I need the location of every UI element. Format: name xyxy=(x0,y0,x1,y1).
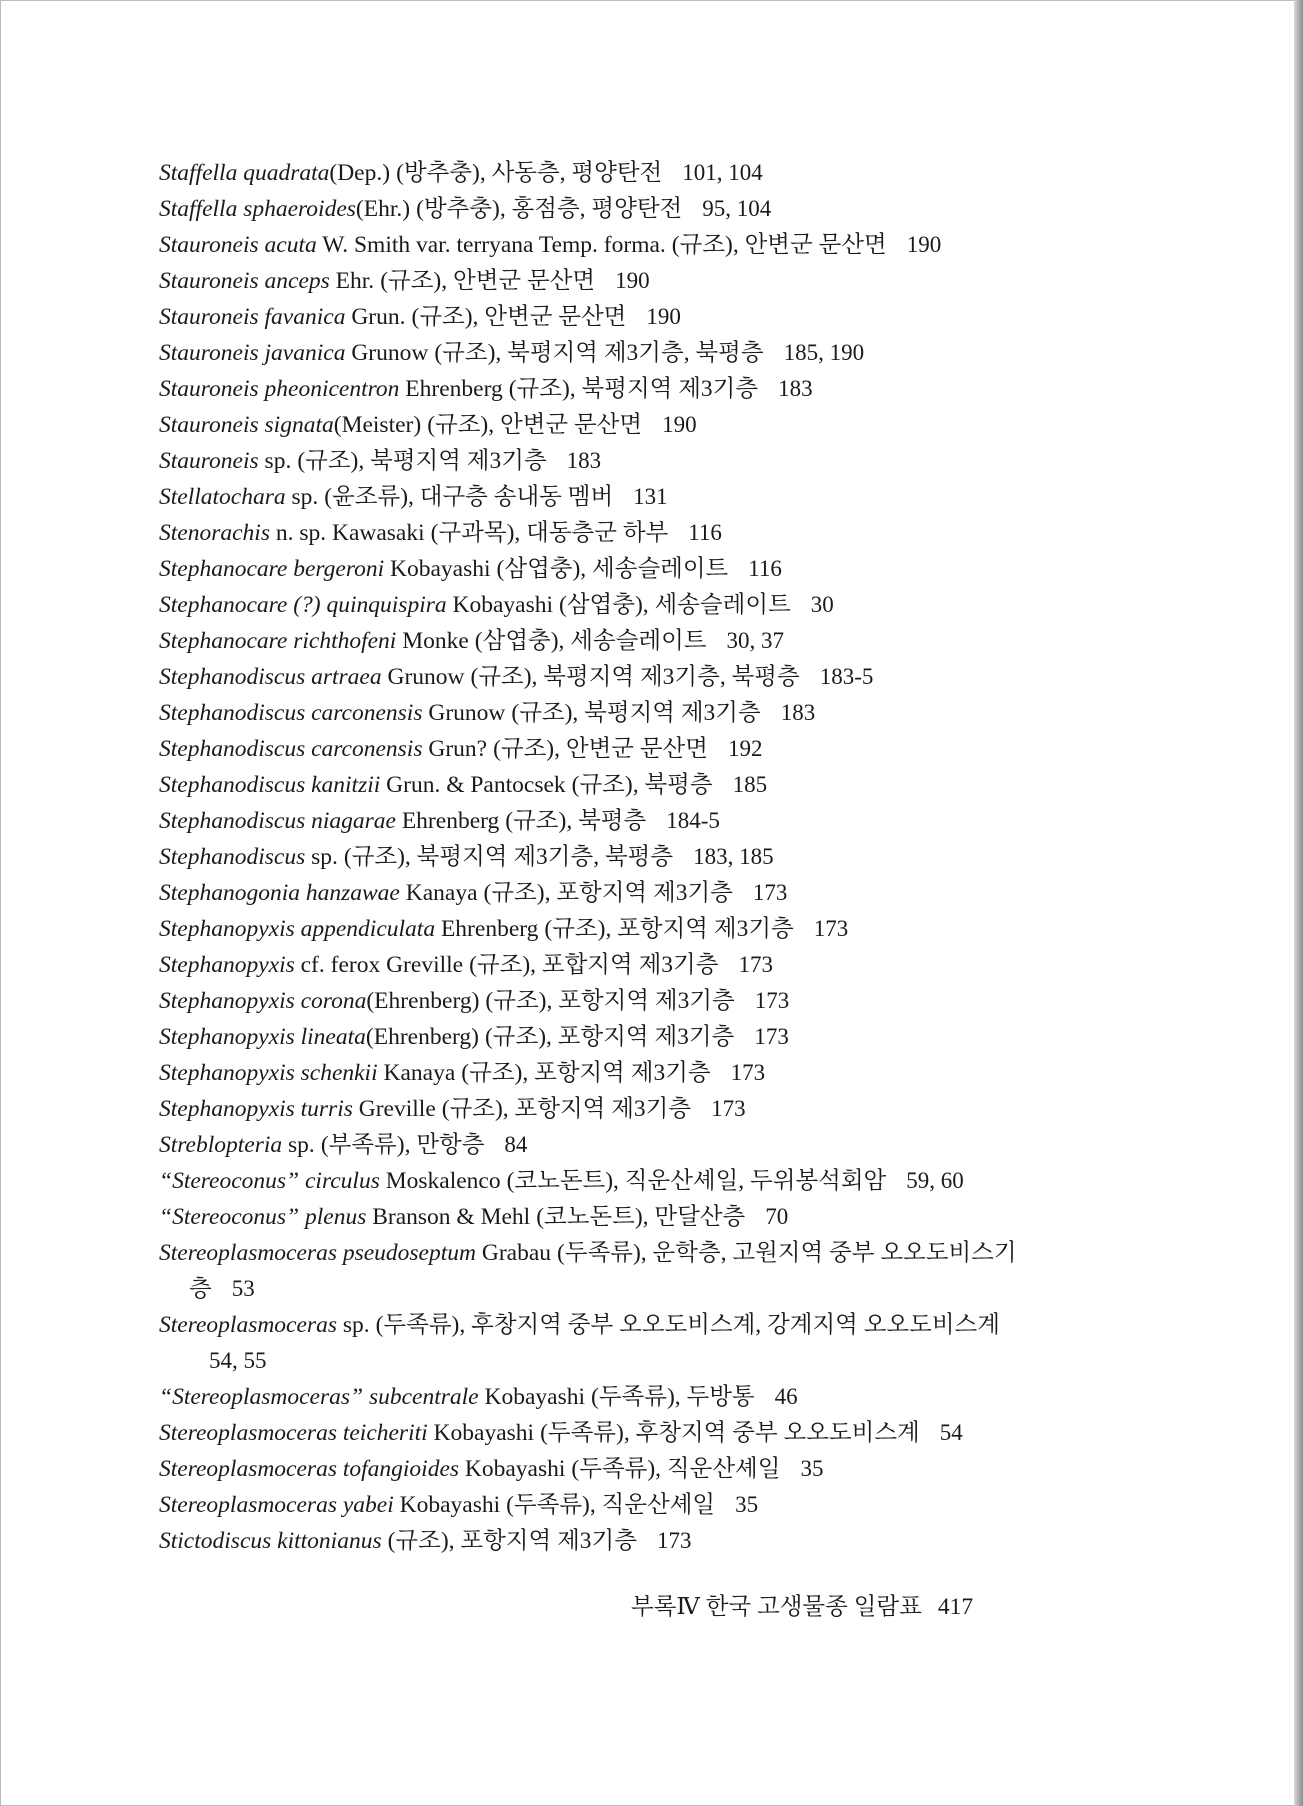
list-item xyxy=(159,1091,1039,1127)
page-reference: 183 xyxy=(778,376,813,401)
species-reference: (규조), 북평지역 제3기층, 북평층 xyxy=(470,664,800,690)
species-author: W. Smith var. terryana Temp. forma. xyxy=(316,232,666,258)
species-author: Kanaya xyxy=(377,1060,456,1086)
species-name: Stauroneis signata xyxy=(159,412,334,438)
page-reference: 192 xyxy=(727,736,763,761)
species-reference: (삼엽충), 세송슬레이트 xyxy=(496,556,729,582)
species-author: Ehrenberg xyxy=(399,376,503,402)
species-name: Stephanopyxis xyxy=(159,952,295,978)
species-name: Stephanopyxis appendiculata xyxy=(159,916,436,942)
list-item xyxy=(159,659,1039,695)
page-reference: 185 xyxy=(732,772,768,797)
page-reference: 84 xyxy=(504,1132,528,1157)
species-index-list xyxy=(159,155,1039,1559)
page-reference: 173 xyxy=(752,880,788,905)
list-item xyxy=(159,875,1039,911)
species-author: (Meister) xyxy=(333,412,422,438)
species-name: Stereoplasmoceras pseudoseptum xyxy=(159,1240,476,1266)
species-reference: (규조), 북평지역 제3기층 xyxy=(511,700,761,726)
list-item xyxy=(159,1235,1039,1307)
species-author: sp. xyxy=(285,484,319,510)
species-author: Ehrenberg xyxy=(435,916,539,942)
list-item xyxy=(159,839,1039,875)
page-number: 417 xyxy=(937,1594,974,1620)
species-name: Stellatochara xyxy=(159,484,286,510)
list-item xyxy=(159,515,1039,551)
list-item xyxy=(159,947,1039,983)
species-reference: (부족류), 만항층 xyxy=(320,1132,485,1158)
species-author: cf. ferox Greville xyxy=(294,952,464,978)
species-reference: (두족류), 두방통 xyxy=(591,1384,755,1410)
list-item xyxy=(159,551,1039,587)
page-reference: 183 xyxy=(780,700,816,725)
species-reference: (규조), 포항지역 제3기층 xyxy=(485,988,735,1014)
species-reference: (두족류), 직운산셰일 xyxy=(571,1456,781,1482)
page-reference: 35 xyxy=(800,1456,824,1481)
list-item xyxy=(159,155,1039,191)
species-author: Kobayashi xyxy=(384,556,491,582)
list-item xyxy=(159,407,1039,443)
species-name: Stephanodiscus xyxy=(159,844,306,870)
page-reference: 35 xyxy=(735,1492,759,1517)
page-reference: 190 xyxy=(615,268,650,293)
species-name: Stereoplasmoceras yabei xyxy=(159,1492,394,1518)
species-reference: (코노돈트), 만달산층 xyxy=(536,1204,746,1230)
list-item xyxy=(159,1127,1039,1163)
species-reference: (규조), 포항지역 제3기층 xyxy=(544,916,794,942)
species-name: “Stereoplasmoceras” subcentrale xyxy=(159,1384,479,1410)
species-reference: (규조), 포항지역 제3기층 xyxy=(484,1024,735,1050)
list-item xyxy=(159,731,1039,767)
species-author: Grunow xyxy=(381,664,465,690)
species-name: Stereoplasmoceras xyxy=(159,1312,337,1338)
page-reference: 54, 55 xyxy=(209,1348,267,1373)
species-author: Kanaya xyxy=(399,880,478,906)
species-author: Ehrenberg xyxy=(395,808,500,834)
species-name: Stephanocare bergeroni xyxy=(159,556,385,582)
species-reference: (방추충), 홍점층, 평양탄전 xyxy=(416,196,683,222)
species-author: Moskalenco xyxy=(379,1168,501,1194)
list-item xyxy=(159,911,1039,947)
species-name: “Stereoconus” circulus xyxy=(159,1168,380,1194)
page-reference: 131 xyxy=(633,484,668,509)
species-author: Kobayashi xyxy=(393,1492,501,1518)
page-reference: 70 xyxy=(765,1204,789,1229)
species-author: Kobayashi xyxy=(478,1384,586,1410)
page-reference: 173 xyxy=(656,1528,692,1553)
list-item xyxy=(159,1163,1039,1199)
species-reference: (규조), 안변군 문산면 xyxy=(380,268,596,294)
species-reference: (구과목), 대동층군 하부 xyxy=(430,520,669,546)
page-reference: 173 xyxy=(813,916,849,941)
species-name: Staffella quadrata xyxy=(159,160,330,186)
list-item xyxy=(159,371,1039,407)
species-author: sp. xyxy=(258,448,292,474)
page-reference: 116 xyxy=(748,556,782,581)
species-name: Stauroneis javanica xyxy=(159,340,346,366)
page-reference: 46 xyxy=(774,1384,798,1409)
species-author: Greville xyxy=(352,1096,436,1122)
list-item xyxy=(159,803,1039,839)
list-item xyxy=(159,695,1039,731)
list-item xyxy=(159,191,1039,227)
species-name: Stephanodiscus carconensis xyxy=(159,700,423,726)
species-reference: (규조), 포항지역 제3기층 xyxy=(461,1060,711,1086)
page-reference: 116 xyxy=(688,520,722,545)
species-name: Stephanopyxis corona xyxy=(159,988,367,1014)
species-reference: (규조), 안변군 문산면 xyxy=(671,232,887,258)
list-item xyxy=(159,1307,1039,1379)
species-author: (Ehrenberg) xyxy=(365,1024,479,1050)
species-author: sp. xyxy=(282,1132,315,1158)
species-reference: (규조), 포항지역 제3기층 xyxy=(387,1528,637,1554)
species-name: Stephanopyxis schenkii xyxy=(159,1060,378,1086)
species-reference: (규조), 북평지역 제3기층, 북평층 xyxy=(343,844,674,870)
page-reference: 173 xyxy=(754,1024,789,1049)
species-author: Grun? xyxy=(422,736,488,762)
page-reference: 185, 190 xyxy=(783,340,865,365)
list-item xyxy=(159,443,1039,479)
list-item xyxy=(159,1379,1039,1415)
species-reference: (두족류), 직운산셰일 xyxy=(506,1492,716,1518)
species-name: Stenorachis xyxy=(159,520,270,546)
page-reference: 173 xyxy=(711,1096,746,1121)
species-reference: (규조), 안변군 문산면 xyxy=(427,412,643,438)
species-name: Stephanocare richthofeni xyxy=(159,628,397,654)
species-name: “Stereoconus” plenus xyxy=(159,1204,367,1230)
species-reference: (윤조류), 대구층 송내동 멤버 xyxy=(324,484,614,510)
page-reference: 30, 37 xyxy=(726,628,785,653)
page-reference: 190 xyxy=(906,232,942,257)
list-item xyxy=(159,1055,1039,1091)
species-author: Branson & Mehl xyxy=(366,1204,531,1230)
list-item xyxy=(159,263,1039,299)
species-author: (Dep.) xyxy=(329,160,391,186)
list-item xyxy=(159,335,1039,371)
page-reference: 53 xyxy=(231,1276,255,1301)
species-author: Grunow xyxy=(422,700,506,726)
list-item xyxy=(159,1415,1039,1451)
species-name: Stephanodiscus kanitzii xyxy=(159,772,381,798)
species-reference: (두족류), 후창지역 중부 오오도비스계, 강계지역 오오도비스계 xyxy=(375,1312,1000,1338)
species-name: Stauroneis favanica xyxy=(159,304,346,330)
page-reference: 184-5 xyxy=(666,808,720,833)
page-reference: 30 xyxy=(810,592,834,617)
page-reference: 183, 185 xyxy=(693,844,774,869)
species-author: Monke xyxy=(396,628,469,654)
species-reference: (두족류), 운학층, 고원지역 중부 오오도비스기층 xyxy=(189,1240,1017,1302)
species-reference: (규조), 북평지역 제3기층, 북평층 xyxy=(434,340,764,366)
page-reference: 54 xyxy=(939,1420,963,1445)
species-author: Grabau xyxy=(476,1240,552,1266)
species-reference: (삼엽충), 세송슬레이트 xyxy=(559,592,791,618)
list-item xyxy=(159,767,1039,803)
page-reference: 173 xyxy=(738,952,773,977)
species-reference: (방추충), 사동층, 평양탄전 xyxy=(396,160,663,186)
species-name: Stereoplasmoceras tofangioides xyxy=(159,1456,460,1482)
list-item xyxy=(159,587,1039,623)
page-reference: 190 xyxy=(662,412,697,437)
species-reference: (규조), 포항지역 제3기층 xyxy=(441,1096,692,1122)
species-name: Stauroneis xyxy=(159,448,259,474)
species-reference: (규조), 북평층 xyxy=(505,808,647,834)
species-reference: (규조), 안변군 문산면 xyxy=(493,736,708,762)
species-name: Stephanodiscus artraea xyxy=(159,664,382,690)
species-reference: (규조), 포합지역 제3기층 xyxy=(469,952,719,978)
species-author: Kobayashi xyxy=(459,1456,566,1482)
species-author: Grun. xyxy=(345,304,406,330)
species-author: n. sp. Kawasaki xyxy=(269,520,425,546)
species-name: Staffella sphaeroides xyxy=(159,196,356,222)
page-reference: 183 xyxy=(566,448,602,473)
list-item xyxy=(159,983,1039,1019)
page-reference: 95, 104 xyxy=(702,196,772,221)
species-name: Stephanogonia hanzawae xyxy=(159,880,400,906)
species-reference: (규조), 안변군 문산면 xyxy=(411,304,627,330)
species-reference: (삼엽충), 세송슬레이트 xyxy=(474,628,707,654)
list-item xyxy=(159,1199,1039,1235)
species-reference: (규조), 포항지역 제3기층 xyxy=(483,880,733,906)
list-item xyxy=(159,1019,1039,1055)
species-author: sp. xyxy=(305,844,338,870)
species-author: Grun. & Pantocsek xyxy=(380,772,566,798)
species-author: (Ehr.) xyxy=(355,196,411,222)
species-author: Kobayashi xyxy=(427,1420,535,1446)
species-reference: (규조), 북평지역 제3기층 xyxy=(297,448,547,474)
species-name: Stephanopyxis turris xyxy=(159,1096,353,1122)
list-item xyxy=(159,227,1039,263)
list-item xyxy=(159,1523,1039,1559)
species-name: Stephanocare (?) quinquispira xyxy=(159,592,447,618)
species-name: Stauroneis pheonicentron xyxy=(159,376,400,402)
page-reference: 173 xyxy=(730,1060,766,1085)
species-author: Grunow xyxy=(345,340,429,366)
list-item xyxy=(159,1451,1039,1487)
species-reference: (두족류), 후창지역 중부 오오도비스계 xyxy=(540,1420,920,1446)
species-author: sp. xyxy=(336,1312,370,1338)
species-reference: (규조), 북평지역 제3기층 xyxy=(508,376,759,402)
species-name: Stephanodiscus carconensis xyxy=(159,736,423,762)
page-reference: 183-5 xyxy=(819,664,874,689)
page-reference: 101, 104 xyxy=(682,160,763,185)
species-name: Stauroneis acuta xyxy=(159,232,317,258)
species-reference: (규조), 북평층 xyxy=(571,772,713,798)
species-author: Kobayashi xyxy=(446,592,554,618)
species-name: Stereoplasmoceras teicheriti xyxy=(159,1420,428,1446)
species-reference: (코노돈트), 직운산셰일, 두위봉석회암 xyxy=(506,1168,887,1194)
species-author: (Ehrenberg) xyxy=(366,988,480,1014)
species-name: Stephanopyxis lineata xyxy=(159,1024,366,1050)
species-author: Ehr. xyxy=(329,268,375,294)
list-item xyxy=(159,623,1039,659)
page-footer xyxy=(631,1587,973,1621)
page-reference: 173 xyxy=(754,988,790,1013)
appendix-label: 부록Ⅳ 한국 고생물종 일람표 xyxy=(631,1594,922,1620)
list-item xyxy=(159,299,1039,335)
page-edge-shadow xyxy=(1294,0,1303,1806)
list-item xyxy=(159,479,1039,515)
species-name: Streblopteria xyxy=(159,1132,283,1158)
list-item xyxy=(159,1487,1039,1523)
page-reference: 190 xyxy=(646,304,681,329)
species-name: Stauroneis anceps xyxy=(159,268,330,294)
species-name: Stictodiscus kittonianus xyxy=(159,1528,382,1554)
species-name: Stephanodiscus niagarae xyxy=(159,808,396,834)
page-reference: 59, 60 xyxy=(906,1168,964,1193)
